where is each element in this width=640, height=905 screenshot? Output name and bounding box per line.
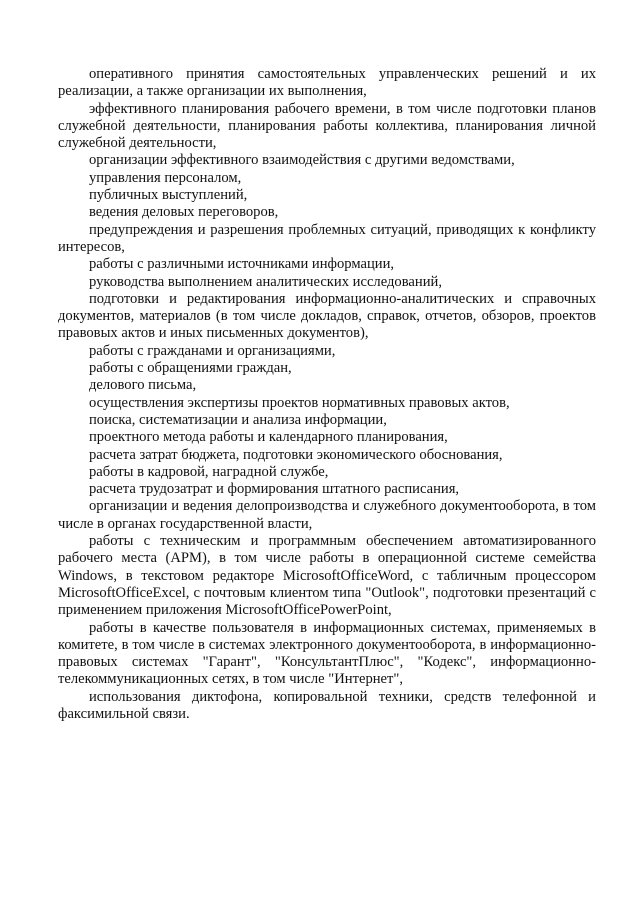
paragraph: подготовки и редактирования информационно-аналитических и справочных документов, материалов (в том числе докладов, справок, отчетов, обзоров, проектов правовых актов и иных письменных документов),: [58, 290, 596, 342]
paragraph: поиска, систематизации и анализа информации,: [89, 411, 387, 428]
paragraph: управления персоналом,: [89, 169, 242, 186]
paragraph: работы с гражданами и организациями,: [89, 342, 336, 359]
paragraph: использования диктофона, копировальной техники, средств телефонной и факсимильной связи.: [58, 688, 596, 722]
paragraph: организации и ведения делопроизводства и служебного документооборота, в том числе в органах государственной власти,: [58, 498, 596, 532]
paragraph: работы в кадровой, наградной службе,: [89, 463, 329, 480]
paragraph: ведения деловых переговоров,: [89, 204, 279, 221]
document-body: [58, 66, 596, 723]
paragraph: работы с различными источниками информации,: [89, 256, 395, 273]
paragraph: предупреждения и разрешения проблемных ситуаций, приводящих к конфликту интересов,: [58, 221, 596, 255]
paragraph: делового письма,: [89, 377, 197, 394]
paragraph: проектного метода работы и календарного планирования,: [89, 429, 448, 446]
paragraph: оперативного принятия самостоятельных управленческих решений и их реализации, а также организации их выполнения,: [58, 66, 596, 100]
paragraph: расчета трудозатрат и формирования штатного расписания,: [89, 481, 460, 498]
paragraph: организации эффективного взаимодействия с другими ведомствами,: [89, 152, 515, 169]
paragraph: работы с обращениями граждан,: [89, 360, 292, 377]
paragraph: работы в качестве пользователя в информационных системах, применяемых в комитете, в том числе в системах электронного документооборота, в информационно-правовых системах "Гарант", "КонсультантПлюс", "Кодекс", информационно-телекоммуникационных сетях, в том числе "Интернет",: [58, 619, 596, 688]
paragraph: эффективного планирования рабочего времени, в том числе подготовки планов служебной деятельности, планирования работы коллектива, планирования личной служебной деятельности,: [58, 100, 596, 152]
paragraph: руководства выполнением аналитических исследований,: [89, 273, 442, 290]
paragraph: публичных выступлений,: [89, 187, 248, 204]
paragraph: расчета затрат бюджета, подготовки экономического обоснования,: [89, 446, 503, 463]
paragraph: осуществления экспертизы проектов нормативных правовых актов,: [89, 394, 510, 411]
paragraph: работы с техническим и программным обеспечением автоматизированного рабочего места (АРМ), в том числе работы в операционной системе семейства Windows, в текстовом редакторе MicrosoftOfficeWord, с табличным процессором MicrosoftOfficeExcel, с почтовым клиентом типа "Outlook", подготовки презентаций с применением приложения MicrosoftOfficePowerPoint,: [58, 533, 596, 619]
